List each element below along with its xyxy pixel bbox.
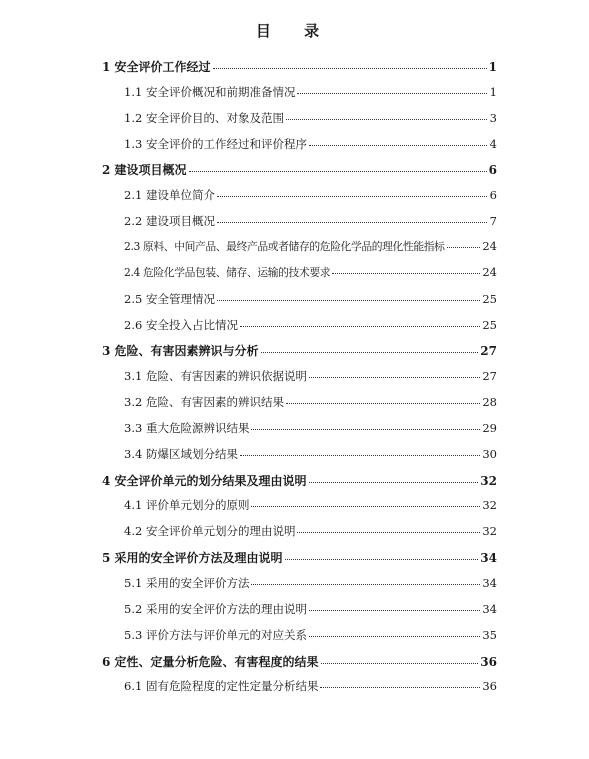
toc-section-entry[interactable] xyxy=(124,627,497,643)
toc-entry-label: 2.4 危险化学品包装、储存、运输的技术要求 xyxy=(124,265,331,279)
toc-page-number: 36 xyxy=(482,679,497,694)
toc-leader-dots xyxy=(309,145,487,146)
toc-page-number: 32 xyxy=(482,524,497,539)
toc-leader-dots xyxy=(285,559,479,560)
toc-section-entry[interactable] xyxy=(124,523,497,539)
toc-entry-label: 3 危险、有害因素辨识与分析 xyxy=(102,344,259,359)
toc-section-entry[interactable] xyxy=(124,136,497,152)
toc-entry-label: 1.3 安全评价的工作经过和评价程序 xyxy=(124,136,307,151)
toc-section-entry[interactable] xyxy=(124,265,497,280)
toc-entry-label: 2.6 安全投入占比情况 xyxy=(124,317,238,332)
toc-entry-label: 5.3 评价方法与评价单元的对应关系 xyxy=(124,627,307,642)
toc-section-entry[interactable] xyxy=(124,575,497,591)
toc-page-number: 32 xyxy=(480,473,497,488)
toc-page-number: 24 xyxy=(482,264,497,279)
toc-page-number: 3 xyxy=(489,110,497,125)
toc-page-number: 7 xyxy=(489,214,497,229)
toc-section-entry[interactable] xyxy=(124,84,497,100)
toc-page-number: 4 xyxy=(489,136,497,151)
toc-leader-dots xyxy=(217,300,480,301)
toc-page-number: 34 xyxy=(482,601,497,616)
toc-entry-label: 5.1 采用的安全评价方法 xyxy=(124,576,250,590)
toc-entry-label: 5 采用的安全评价方法及理由说明 xyxy=(102,551,283,566)
toc-section-entry[interactable] xyxy=(124,213,497,229)
toc-page-number: 24 xyxy=(482,238,497,253)
toc-section-entry[interactable] xyxy=(124,110,497,126)
toc-page-number: 28 xyxy=(482,395,497,410)
toc-entry-label: 3.2 危险、有害因素的辨识结果 xyxy=(124,395,284,410)
toc-leader-dots xyxy=(286,403,480,404)
toc-leader-dots xyxy=(320,687,480,688)
toc-page-number: 25 xyxy=(482,291,497,306)
toc-page-number: 6 xyxy=(489,188,497,203)
toc-chapter-entry[interactable] xyxy=(102,653,497,670)
toc-entry-label: 4.2 安全评价单元划分的理由说明 xyxy=(124,524,296,539)
toc-section-entry[interactable] xyxy=(124,446,497,462)
toc-page-number: 27 xyxy=(480,344,497,359)
toc-entry-label: 2.2 建设项目概况 xyxy=(124,214,215,229)
toc-leader-dots xyxy=(332,273,480,274)
toc-section-entry[interactable] xyxy=(124,239,497,254)
toc-leader-dots xyxy=(251,506,480,507)
toc-chapter-entry[interactable] xyxy=(102,549,497,566)
toc-leader-dots xyxy=(297,93,487,94)
toc-entry-label: 6.1 固有危险程度的定性定量分析结果 xyxy=(124,679,319,694)
toc-entry-label: 3.1 危险、有害因素的辨识依据说明 xyxy=(124,369,307,384)
toc-leader-dots xyxy=(286,119,487,120)
toc-entry-label: 5.2 采用的安全评价方法的理由说明 xyxy=(124,601,307,616)
toc-leader-dots xyxy=(251,429,480,430)
toc-chapter-entry[interactable] xyxy=(102,342,497,359)
toc-entry-label: 1 安全评价工作经过 xyxy=(102,60,211,74)
toc-leader-dots xyxy=(217,222,487,223)
toc-chapter-entry[interactable] xyxy=(102,161,497,178)
toc-section-entry[interactable] xyxy=(124,601,497,617)
toc-section-entry[interactable] xyxy=(124,368,497,384)
toc-section-entry[interactable] xyxy=(124,291,497,307)
toc-entry-label: 3.3 重大危险源辨识结果 xyxy=(124,420,250,435)
toc-entry-label: 4.1 评价单元划分的原则 xyxy=(124,498,250,513)
toc-leader-dots xyxy=(321,663,479,664)
toc-page-number: 32 xyxy=(482,498,497,513)
toc-leader-dots xyxy=(309,636,480,637)
toc-leader-dots xyxy=(261,352,479,353)
toc-section-entry[interactable] xyxy=(124,420,497,436)
toc-section-entry[interactable] xyxy=(124,394,497,410)
toc-section-entry[interactable] xyxy=(124,678,497,694)
toc-leader-dots xyxy=(213,68,487,69)
toc-page-number: 1 xyxy=(488,60,497,74)
toc-entry-label: 6 定性、定量分析危险、有害程度的结果 xyxy=(102,654,319,669)
toc-page-number: 34 xyxy=(480,551,497,566)
toc-section-entry[interactable] xyxy=(124,317,497,333)
toc-page-number: 30 xyxy=(482,446,497,461)
toc-leader-dots xyxy=(297,532,480,533)
toc-entry-label: 1.2 安全评价目的、对象及范围 xyxy=(124,110,284,125)
toc-chapter-entry[interactable] xyxy=(102,472,497,489)
toc-page-number: 35 xyxy=(482,627,497,642)
toc-leader-dots xyxy=(251,584,480,585)
toc-title: 目 录 xyxy=(255,22,334,40)
toc-entry-label: 1.1 安全评价概况和前期准备情况 xyxy=(124,84,296,99)
toc-entry-label: 2.3 原料、中间产品、最终产品或者储存的危险化学品的理化性能指标 xyxy=(124,239,445,253)
toc-leader-dots xyxy=(309,482,479,483)
toc-leader-dots xyxy=(447,247,481,248)
toc-entry-label: 3.4 防爆区域划分结果 xyxy=(124,446,238,461)
toc-entry-label: 2 建设项目概况 xyxy=(102,163,187,178)
toc-page-number: 34 xyxy=(482,576,497,590)
toc-entry-label: 4 安全评价单元的划分结果及理由说明 xyxy=(102,473,307,488)
toc-leader-dots xyxy=(217,196,487,197)
toc-leader-dots xyxy=(309,377,480,378)
toc-section-entry[interactable] xyxy=(124,497,497,513)
toc-section-entry[interactable] xyxy=(124,187,497,203)
toc-page-number: 25 xyxy=(482,317,497,332)
toc-page-number: 1 xyxy=(489,84,497,99)
toc-entry-label: 2.1 建设单位简介 xyxy=(124,188,215,203)
toc-leader-dots xyxy=(240,326,480,327)
toc-page-number: 6 xyxy=(488,163,497,178)
toc-entry-label: 2.5 安全管理情况 xyxy=(124,291,215,306)
toc-page-number: 29 xyxy=(482,420,497,435)
toc-chapter-entry[interactable] xyxy=(102,58,497,75)
toc-page-number: 36 xyxy=(480,654,497,669)
toc-leader-dots xyxy=(309,610,480,611)
toc-leader-dots xyxy=(240,455,480,456)
toc-page-number: 27 xyxy=(482,369,497,384)
toc-leader-dots xyxy=(189,171,487,172)
